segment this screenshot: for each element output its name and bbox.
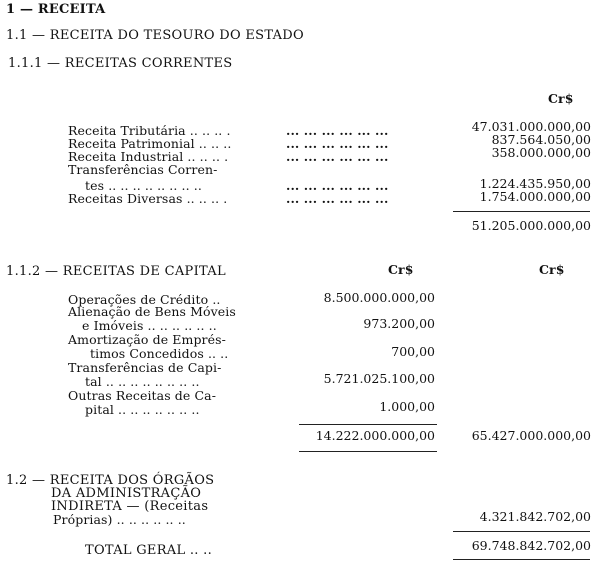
value-receitas-diversas: 1.754.000.000,00 xyxy=(479,189,591,204)
value-alienacao-bens: 973.200,00 xyxy=(363,316,435,331)
sum-rule xyxy=(453,559,590,560)
value-receitas-proprias: 4.321.842.702,00 xyxy=(479,509,591,524)
value-outras-receitas: 1.000,00 xyxy=(379,399,435,414)
label-total-geral: TOTAL GERAL .. .. xyxy=(85,543,213,558)
heading-receita-orgaos-line2: DA ADMINISTRAÇÃO xyxy=(51,486,202,501)
label-receita-industrial: Receita Industrial .. .. .. . xyxy=(68,149,229,164)
label-transferencias-capital-cont: tal .. .. .. .. .. .. .. .. xyxy=(85,374,200,389)
heading-receitas-capital: 1.1.2 — RECEITAS DE CAPITAL xyxy=(6,264,226,279)
sum-rule xyxy=(453,531,590,532)
dot-leader: ... ... ... ... ... ... xyxy=(286,149,389,164)
value-subtotal-capital: 14.222.000.000,00 xyxy=(315,428,435,443)
value-total-tesouro: 65.427.000.000,00 xyxy=(471,428,591,443)
value-receita-patrimonial: 837.564.050,00 xyxy=(491,132,591,147)
heading-receitas-correntes: 1.1.1 — RECEITAS CORRENTES xyxy=(8,56,233,71)
label-receita-patrimonial: Receita Patrimonial .. .. .. xyxy=(68,136,232,151)
sum-rule xyxy=(299,451,437,452)
heading-receita-tesouro: 1.1 — RECEITA DO TESOURO DO ESTADO xyxy=(6,28,304,43)
sum-rule xyxy=(453,211,590,212)
label-outras-receitas: Outras Receitas de Ca- xyxy=(68,388,217,403)
currency-label-capital: Cr$ xyxy=(388,262,414,277)
label-amortizacao-emprestimos: Amortização de Emprés- xyxy=(68,332,226,347)
dot-leader: ... ... ... ... ... ... xyxy=(286,123,389,138)
label-transferencias-correntes-cont: tes .. .. .. .. .. .. .. .. xyxy=(85,178,202,193)
heading-receita-orgaos-line4: Próprias) .. .. .. .. .. .. xyxy=(53,512,186,527)
currency-label-total: Cr$ xyxy=(539,262,565,277)
currency-label-correntes: Cr$ xyxy=(548,91,574,106)
value-amortizacao-emprestimos: 700,00 xyxy=(391,344,435,359)
value-receita-industrial: 358.000.000,00 xyxy=(491,145,591,160)
heading-receita: 1 — RECEITA xyxy=(6,2,106,17)
dot-leader: ... ... ... ... ... ... xyxy=(286,178,389,193)
sum-rule xyxy=(299,424,437,425)
value-operacoes-credito: 8.500.000.000,00 xyxy=(323,290,435,305)
label-alienacao-bens: Alienação de Bens Móveis xyxy=(68,304,236,319)
label-operacoes-credito: Operações de Crédito .. xyxy=(68,292,221,307)
label-transferencias-correntes: Transferências Corren- xyxy=(68,162,218,177)
value-total-correntes: 51.205.000.000,00 xyxy=(471,218,591,233)
dot-leader: ... ... ... ... ... ... xyxy=(286,191,389,206)
label-receitas-diversas: Receitas Diversas .. .. .. . xyxy=(68,191,228,206)
heading-receita-orgaos-line3: INDIRETA — (Receitas xyxy=(51,499,209,514)
label-transferencias-capital: Transferências de Capi- xyxy=(68,360,222,375)
value-receita-tributaria: 47.031.000.000,00 xyxy=(471,119,591,134)
label-receita-tributaria: Receita Tributária .. .. .. . xyxy=(68,123,231,138)
label-outras-receitas-cont: pital .. .. .. .. .. .. .. xyxy=(85,402,200,417)
value-transferencias-capital: 5.721.025.100,00 xyxy=(323,371,435,386)
value-total-geral: 69.748.842.702,00 xyxy=(471,538,591,553)
dot-leader: ... ... ... ... ... ... xyxy=(286,136,389,151)
label-amortizacao-emprestimos-cont: timos Concedidos .. .. xyxy=(90,346,229,361)
value-transferencias-correntes: 1.224.435.950,00 xyxy=(479,176,591,191)
heading-receita-orgaos: 1.2 — RECEITA DOS ÓRGÃOS xyxy=(6,473,215,488)
label-alienacao-bens-cont: e Imóveis .. .. .. .. .. .. xyxy=(82,318,217,333)
